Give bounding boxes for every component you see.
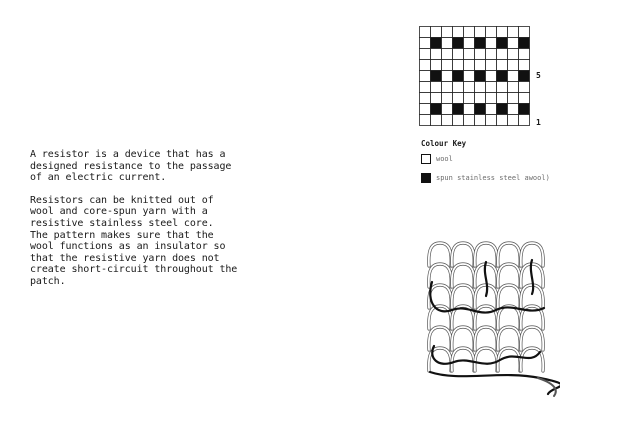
grid-cell-wool: [442, 49, 453, 60]
grid-cell-wool: [475, 82, 486, 93]
grid-cell-wool: [497, 82, 508, 93]
row-label-1: 1: [536, 118, 541, 127]
grid-cell-wool: [453, 82, 464, 93]
grid-cell-steel: [475, 38, 486, 49]
grid-cell-wool: [508, 60, 519, 71]
grid-cell-wool: [475, 93, 486, 104]
grid-cell-wool: [464, 60, 475, 71]
grid-cell-wool: [519, 27, 530, 38]
grid-cell-wool: [508, 115, 519, 126]
grid-cell-wool: [442, 115, 453, 126]
grid-cell-wool: [464, 71, 475, 82]
conductive-yarn-path: [485, 262, 487, 296]
grid-cell-wool: [442, 38, 453, 49]
grid-cell-wool: [431, 93, 442, 104]
grid-cell-wool: [420, 60, 431, 71]
knit-loop-highlight: [475, 348, 497, 371]
grid-cell-wool: [519, 49, 530, 60]
grid-cell-wool: [442, 104, 453, 115]
grid-cell-wool: [508, 82, 519, 93]
grid-cell-wool: [508, 38, 519, 49]
grid-cell-wool: [497, 115, 508, 126]
key-item-wool: [421, 154, 453, 164]
resistor-description: [30, 149, 260, 299]
grid-cell-wool: [453, 60, 464, 71]
grid-cell-wool: [475, 115, 486, 126]
grid-cell-wool: [453, 49, 464, 60]
grid-cell-wool: [431, 49, 442, 60]
key-item-steel-yarn: [421, 173, 550, 183]
grid-cell-steel: [497, 38, 508, 49]
grid-cell-steel: [431, 71, 442, 82]
grid-cell-wool: [497, 60, 508, 71]
grid-cell-wool: [497, 27, 508, 38]
grid-cell-steel: [519, 38, 530, 49]
grid-cell-wool: [420, 49, 431, 60]
grid-cell-wool: [464, 93, 475, 104]
grid-cell-steel: [497, 104, 508, 115]
grid-cell-wool: [420, 71, 431, 82]
grid-cell-wool: [442, 93, 453, 104]
grid-cell-wool: [486, 82, 497, 93]
description-paragraph-2: Resistors can be knitted out of wool and core-spun yarn with a resistive stainless steel core. The pattern makes sure that the wool functions as an insulator so that the resistive yarn does not create short-circuit throughout the patch.: [30, 194, 238, 287]
grid-cell-wool: [420, 93, 431, 104]
wool-label: wool: [436, 155, 453, 163]
grid-cell-wool: [442, 71, 453, 82]
grid-cell-wool: [486, 49, 497, 60]
grid-cell-wool: [464, 104, 475, 115]
grid-cell-wool: [464, 38, 475, 49]
grid-cell-wool: [420, 115, 431, 126]
grid-cell-wool: [464, 49, 475, 60]
grid-cell-wool: [486, 71, 497, 82]
grid-cell-wool: [453, 115, 464, 126]
grid-cell-wool: [486, 27, 497, 38]
grid-cell-steel: [431, 38, 442, 49]
grid-cell-steel: [475, 104, 486, 115]
grid-cell-wool: [475, 60, 486, 71]
grid-cell-wool: [486, 93, 497, 104]
grid-cell-steel: [475, 71, 486, 82]
grid-cell-wool: [508, 27, 519, 38]
grid-cell-wool: [453, 27, 464, 38]
grid-cell-wool: [486, 115, 497, 126]
grid-cell-steel: [453, 71, 464, 82]
steel-yarn-swatch: [421, 173, 431, 183]
grid-cell-wool: [519, 82, 530, 93]
colour-key-title: Colour Key: [421, 139, 467, 148]
pattern-grid: [419, 26, 531, 125]
grid-cell-steel: [519, 104, 530, 115]
grid-cell-wool: [519, 93, 530, 104]
steel-yarn-label: spun stainless steel awool): [436, 174, 550, 182]
grid-cell-wool: [519, 60, 530, 71]
row-label-5: 5: [536, 71, 541, 80]
knit-pattern-chart: [419, 26, 541, 127]
grid-cell-wool: [431, 82, 442, 93]
description-paragraph-1: A resistor is a device that has a designed resistance to the passage of an electric current.: [30, 149, 232, 184]
grid-cell-wool: [464, 27, 475, 38]
grid-cell-wool: [420, 38, 431, 49]
grid-cell-wool: [497, 93, 508, 104]
grid-cell-wool: [442, 27, 453, 38]
grid-cell-wool: [420, 82, 431, 93]
grid-cell-wool: [420, 27, 431, 38]
grid-cell-steel: [453, 38, 464, 49]
knit-stitch-illustration: [410, 240, 560, 400]
grid-cell-wool: [475, 49, 486, 60]
grid-cell-wool: [508, 93, 519, 104]
grid-cell-wool: [453, 93, 464, 104]
grid-cell-steel: [453, 104, 464, 115]
grid-cell-wool: [497, 49, 508, 60]
grid-cell-wool: [486, 38, 497, 49]
grid-cell-wool: [442, 60, 453, 71]
grid-cell-wool: [475, 27, 486, 38]
grid-cell-wool: [519, 115, 530, 126]
grid-cell-wool: [442, 82, 453, 93]
grid-cell-wool: [431, 115, 442, 126]
grid-cell-wool: [431, 27, 442, 38]
grid-cell-wool: [464, 115, 475, 126]
grid-cell-steel: [431, 104, 442, 115]
grid-cell-wool: [431, 60, 442, 71]
grid-cell-wool: [420, 104, 431, 115]
grid-cell-wool: [486, 104, 497, 115]
conductive-yarn-path: [430, 372, 560, 394]
grid-cell-wool: [508, 71, 519, 82]
grid-cell-steel: [519, 71, 530, 82]
grid-cell-wool: [464, 82, 475, 93]
grid-cell-wool: [486, 60, 497, 71]
grid-cell-steel: [497, 71, 508, 82]
wool-swatch: [421, 154, 431, 164]
grid-cell-wool: [508, 49, 519, 60]
grid-cell-wool: [508, 104, 519, 115]
